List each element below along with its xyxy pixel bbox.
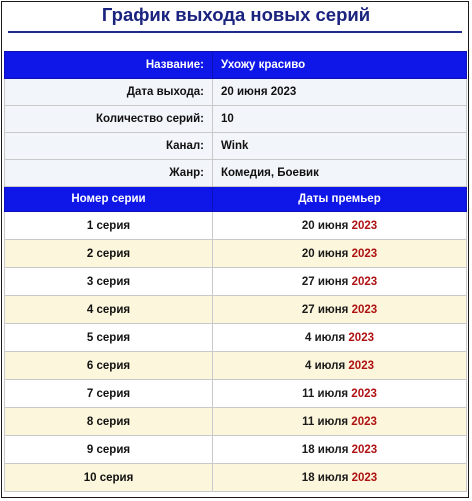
premiere-date-cell: [213, 408, 467, 436]
episode-number: 2 серия: [5, 240, 213, 268]
table-row: [5, 296, 467, 324]
info-row: [5, 79, 467, 106]
episodes-header-row: [5, 187, 467, 212]
column-header-premiere: Даты премьер: [213, 187, 467, 212]
table-row: [5, 268, 467, 296]
premiere-year: 2023: [351, 415, 377, 428]
info-genre-label: Жанр:: [5, 160, 213, 187]
table-row: [5, 408, 467, 436]
table-row: [5, 324, 467, 352]
info-header-row: [5, 52, 467, 79]
info-name-label: Название:: [5, 52, 213, 79]
premiere-date-cell: [213, 352, 467, 380]
info-release-value: 20 июня 2023: [213, 79, 467, 106]
table-row: [5, 352, 467, 380]
info-name-value: Ухожу красиво: [213, 52, 467, 79]
table-row: [5, 240, 467, 268]
premiere-date-cell: [213, 268, 467, 296]
info-channel-value: Wink: [213, 133, 467, 160]
page-title: График выхода новых серий: [101, 4, 371, 25]
premiere-date-cell: [213, 380, 467, 408]
title-divider: [8, 31, 462, 33]
episode-number: 3 серия: [5, 268, 213, 296]
premiere-year: 2023: [351, 303, 378, 316]
premiere-date-cell: [213, 212, 467, 240]
premiere-year: 2023: [351, 471, 378, 484]
info-channel-label: Канал:: [5, 133, 213, 160]
info-episodes-label: Количество серий:: [5, 106, 213, 133]
premiere-date: 27 июня: [301, 303, 349, 316]
table-row: [5, 212, 467, 240]
info-genre-value: Комедия, Боевик: [213, 160, 467, 187]
premiere-year: 2023: [351, 219, 378, 232]
episode-number: 1 серия: [5, 212, 213, 240]
premiere-date: 18 июля: [301, 443, 349, 456]
premiere-date-cell: [213, 296, 467, 324]
info-row: [5, 133, 467, 160]
episode-number: 9 серия: [5, 436, 213, 464]
table-row: [5, 436, 467, 464]
premiere-date-cell: [213, 464, 467, 492]
premiere-date-cell: [213, 240, 467, 268]
info-episodes-value: 10: [213, 106, 467, 133]
premiere-date-cell: [213, 324, 467, 352]
premiere-date: 11 июля: [302, 415, 349, 428]
table-row: [5, 464, 467, 492]
premiere-date: 20 июня: [301, 219, 349, 232]
episode-number: 4 серия: [5, 296, 213, 324]
premiere-date: 18 июля: [301, 471, 349, 484]
premiere-year: 2023: [351, 387, 377, 400]
premiere-date: 11 июля: [302, 387, 349, 400]
info-row: [5, 106, 467, 133]
episode-number: 5 серия: [5, 324, 213, 352]
episode-number: 6 серия: [5, 352, 213, 380]
info-row: [5, 160, 467, 187]
premiere-date: 27 июня: [301, 275, 349, 288]
table-row: [5, 380, 467, 408]
episode-number: 10 серия: [5, 464, 213, 492]
schedule-table: [4, 51, 467, 492]
premiere-year: 2023: [351, 247, 378, 260]
premiere-date: 4 июля: [304, 331, 346, 344]
episode-number: 8 серия: [5, 408, 213, 436]
premiere-year: 2023: [348, 359, 374, 372]
info-release-label: Дата выхода:: [5, 79, 213, 106]
column-header-episode: Номер серии: [5, 187, 213, 212]
premiere-year: 2023: [348, 331, 374, 344]
episode-number: 7 серия: [5, 380, 213, 408]
premiere-date: 4 июля: [304, 359, 346, 372]
premiere-year: 2023: [351, 443, 378, 456]
premiere-date: 20 июня: [301, 247, 349, 260]
premiere-year: 2023: [351, 275, 378, 288]
schedule-card: [1, 1, 469, 498]
premiere-date-cell: [213, 436, 467, 464]
